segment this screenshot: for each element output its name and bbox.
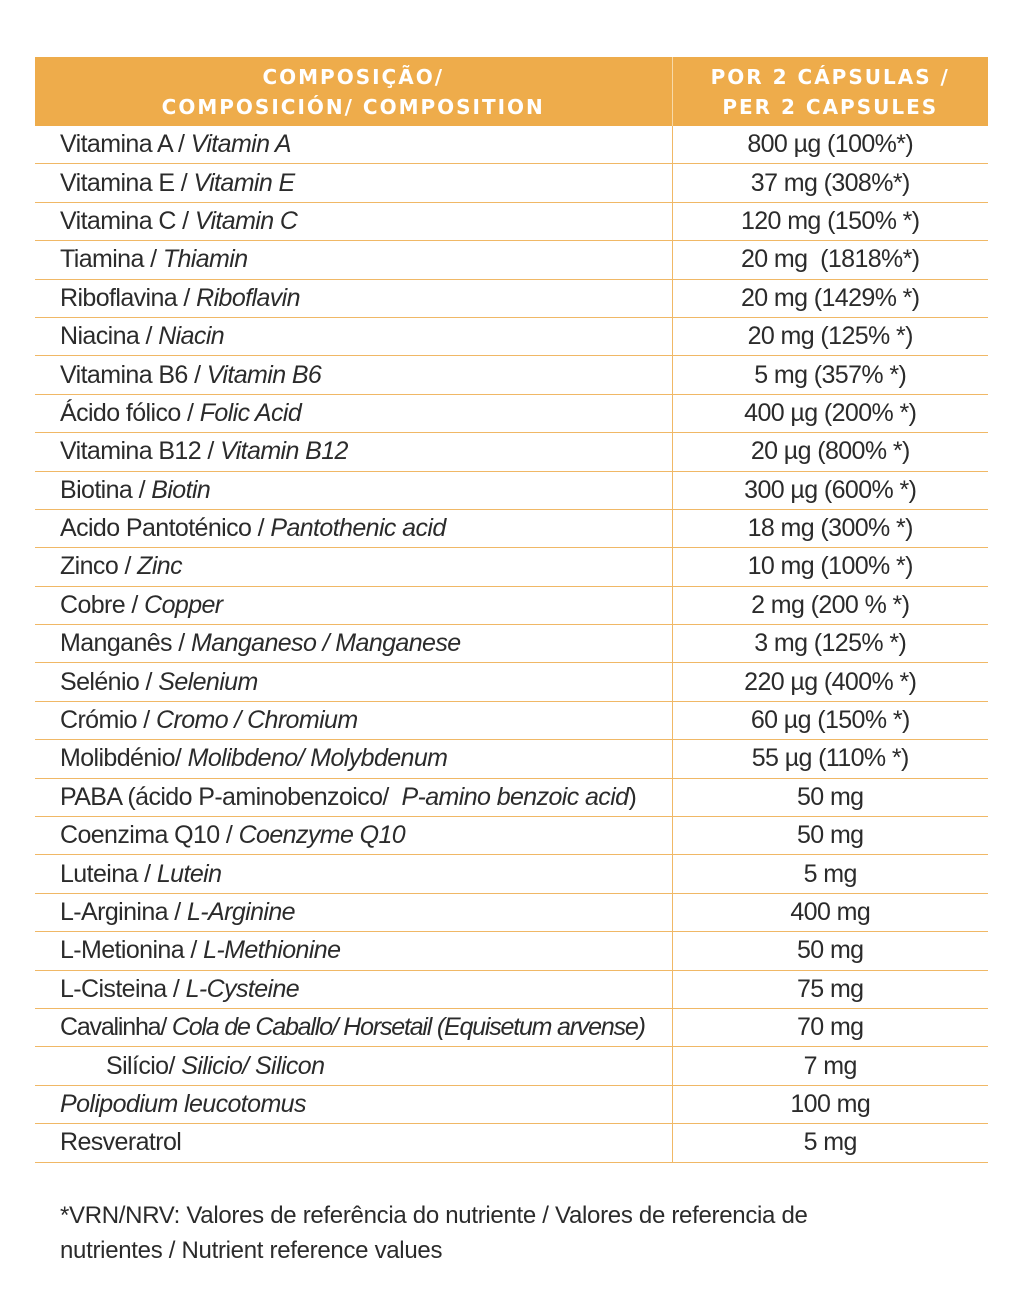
ingredient-amount: 3 mg (125% *) xyxy=(672,625,988,663)
footnote-line2: nutrientes / Nutrient reference values xyxy=(60,1237,443,1264)
ingredient-name: Resveratrol xyxy=(35,1124,672,1162)
ingredient-amount: 120 mg (150% *) xyxy=(672,202,988,240)
ingredient-name: L-Cisteina / L-Cysteine xyxy=(35,970,672,1008)
composition-header-line2: COMPOSICIÓN/ COMPOSITION xyxy=(161,94,545,119)
ingredient-amount: 37 mg (308%*) xyxy=(672,164,988,202)
ingredient-name: Riboflavina / Riboflavin xyxy=(35,279,672,317)
ingredient-name: Vitamina E / Vitamin E xyxy=(35,164,672,202)
table-row xyxy=(35,317,988,355)
table-row xyxy=(35,509,988,547)
ingredient-amount: 20 mg (1818%*) xyxy=(672,241,988,279)
ingredient-amount: 60 µg (150% *) xyxy=(672,701,988,739)
ingredient-amount: 20 mg (125% *) xyxy=(672,317,988,355)
ingredient-amount: 300 µg (600% *) xyxy=(672,471,988,509)
ingredient-name: Vitamina C / Vitamin C xyxy=(35,202,672,240)
table-row xyxy=(35,625,988,663)
table-row xyxy=(35,241,988,279)
ingredient-amount: 220 µg (400% *) xyxy=(672,663,988,701)
table-row xyxy=(35,1047,988,1085)
table-row xyxy=(35,663,988,701)
ingredient-amount: 5 mg (357% *) xyxy=(672,356,988,394)
amount-header-line2: PER 2 CAPSULES xyxy=(722,94,939,119)
table-row xyxy=(35,893,988,931)
ingredient-name: Polipodium leucotomus xyxy=(35,1085,672,1123)
table-row xyxy=(35,433,988,471)
ingredient-name: Cobre / Copper xyxy=(35,586,672,624)
table-row xyxy=(35,164,988,202)
table-row xyxy=(35,817,988,855)
ingredient-name: Vitamina A / Vitamin A xyxy=(35,126,672,164)
composition-table xyxy=(35,57,988,1163)
table-row xyxy=(35,740,988,778)
composition-table-container xyxy=(35,57,988,1163)
table-row xyxy=(35,701,988,739)
ingredient-amount: 800 µg (100%*) xyxy=(672,126,988,164)
table-row xyxy=(35,932,988,970)
ingredient-amount: 50 mg xyxy=(672,778,988,816)
table-row xyxy=(35,970,988,1008)
ingredient-name: Molibdénio/ Molibdeno/ Molybdenum xyxy=(35,740,672,778)
ingredient-amount: 50 mg xyxy=(672,932,988,970)
ingredient-amount: 55 µg (110% *) xyxy=(672,740,988,778)
footnote-line1: *VRN/NRV: Valores de referência do nutriente / Valores de referencia de xyxy=(60,1202,808,1229)
table-row xyxy=(35,471,988,509)
table-row xyxy=(35,1008,988,1046)
ingredient-amount: 10 mg (100% *) xyxy=(672,548,988,586)
ingredient-name: PABA (ácido P-aminobenzoico/ P-amino benzoic acid) xyxy=(35,778,672,816)
ingredient-name: Tiamina / Thiamin xyxy=(35,241,672,279)
ingredient-name: Zinco / Zinc xyxy=(35,548,672,586)
ingredient-amount: 7 mg xyxy=(672,1047,988,1085)
ingredient-name: Niacina / Niacin xyxy=(35,317,672,355)
ingredient-name: Vitamina B6 / Vitamin B6 xyxy=(35,356,672,394)
table-row xyxy=(35,356,988,394)
table-row xyxy=(35,855,988,893)
ingredient-amount: 70 mg xyxy=(672,1008,988,1046)
ingredient-name: Luteina / Lutein xyxy=(35,855,672,893)
ingredient-name: Crómio / Cromo / Chromium xyxy=(35,701,672,739)
table-header-row xyxy=(35,57,988,126)
ingredient-amount: 100 mg xyxy=(672,1085,988,1123)
ingredient-amount: 20 mg (1429% *) xyxy=(672,279,988,317)
composition-header-line1: COMPOSIÇÃO/ xyxy=(262,64,445,89)
ingredient-amount: 400 mg xyxy=(672,893,988,931)
table-row xyxy=(35,778,988,816)
ingredient-amount: 75 mg xyxy=(672,970,988,1008)
ingredient-amount: 5 mg xyxy=(672,1124,988,1162)
ingredient-name: L-Metionina / L-Methionine xyxy=(35,932,672,970)
ingredient-amount: 2 mg (200 % *) xyxy=(672,586,988,624)
ingredient-name: Selénio / Selenium xyxy=(35,663,672,701)
amount-column-header xyxy=(672,57,988,126)
ingredient-amount: 50 mg xyxy=(672,817,988,855)
ingredient-name: Ácido fólico / Folic Acid xyxy=(35,394,672,432)
ingredient-name: Vitamina B12 / Vitamin B12 xyxy=(35,433,672,471)
ingredient-amount: 5 mg xyxy=(672,855,988,893)
ingredient-name: L-Arginina / L-Arginine xyxy=(35,893,672,931)
table-row xyxy=(35,126,988,164)
table-row xyxy=(35,279,988,317)
composition-column-header xyxy=(35,57,672,126)
table-row xyxy=(35,1085,988,1123)
table-row xyxy=(35,1124,988,1162)
ingredient-name: Acido Pantoténico / Pantothenic acid xyxy=(35,509,672,547)
ingredient-name: Coenzima Q10 / Coenzyme Q10 xyxy=(35,817,672,855)
ingredient-name: Silício/ Silicio/ Silicon xyxy=(35,1047,672,1085)
table-row xyxy=(35,548,988,586)
ingredient-name: Cavalinha/ Cola de Caballo/ Horsetail (Equisetum arvense) xyxy=(35,1008,672,1046)
table-row xyxy=(35,202,988,240)
ingredient-name: Manganês / Manganeso / Manganese xyxy=(35,625,672,663)
ingredient-amount: 18 mg (300% *) xyxy=(672,509,988,547)
ingredient-name: Biotina / Biotin xyxy=(35,471,672,509)
table-row xyxy=(35,394,988,432)
ingredient-amount: 400 µg (200% *) xyxy=(672,394,988,432)
ingredient-amount: 20 µg (800% *) xyxy=(672,433,988,471)
footnote xyxy=(60,1198,960,1268)
table-row xyxy=(35,586,988,624)
amount-header-line1: POR 2 CÁPSULAS / xyxy=(710,64,950,89)
